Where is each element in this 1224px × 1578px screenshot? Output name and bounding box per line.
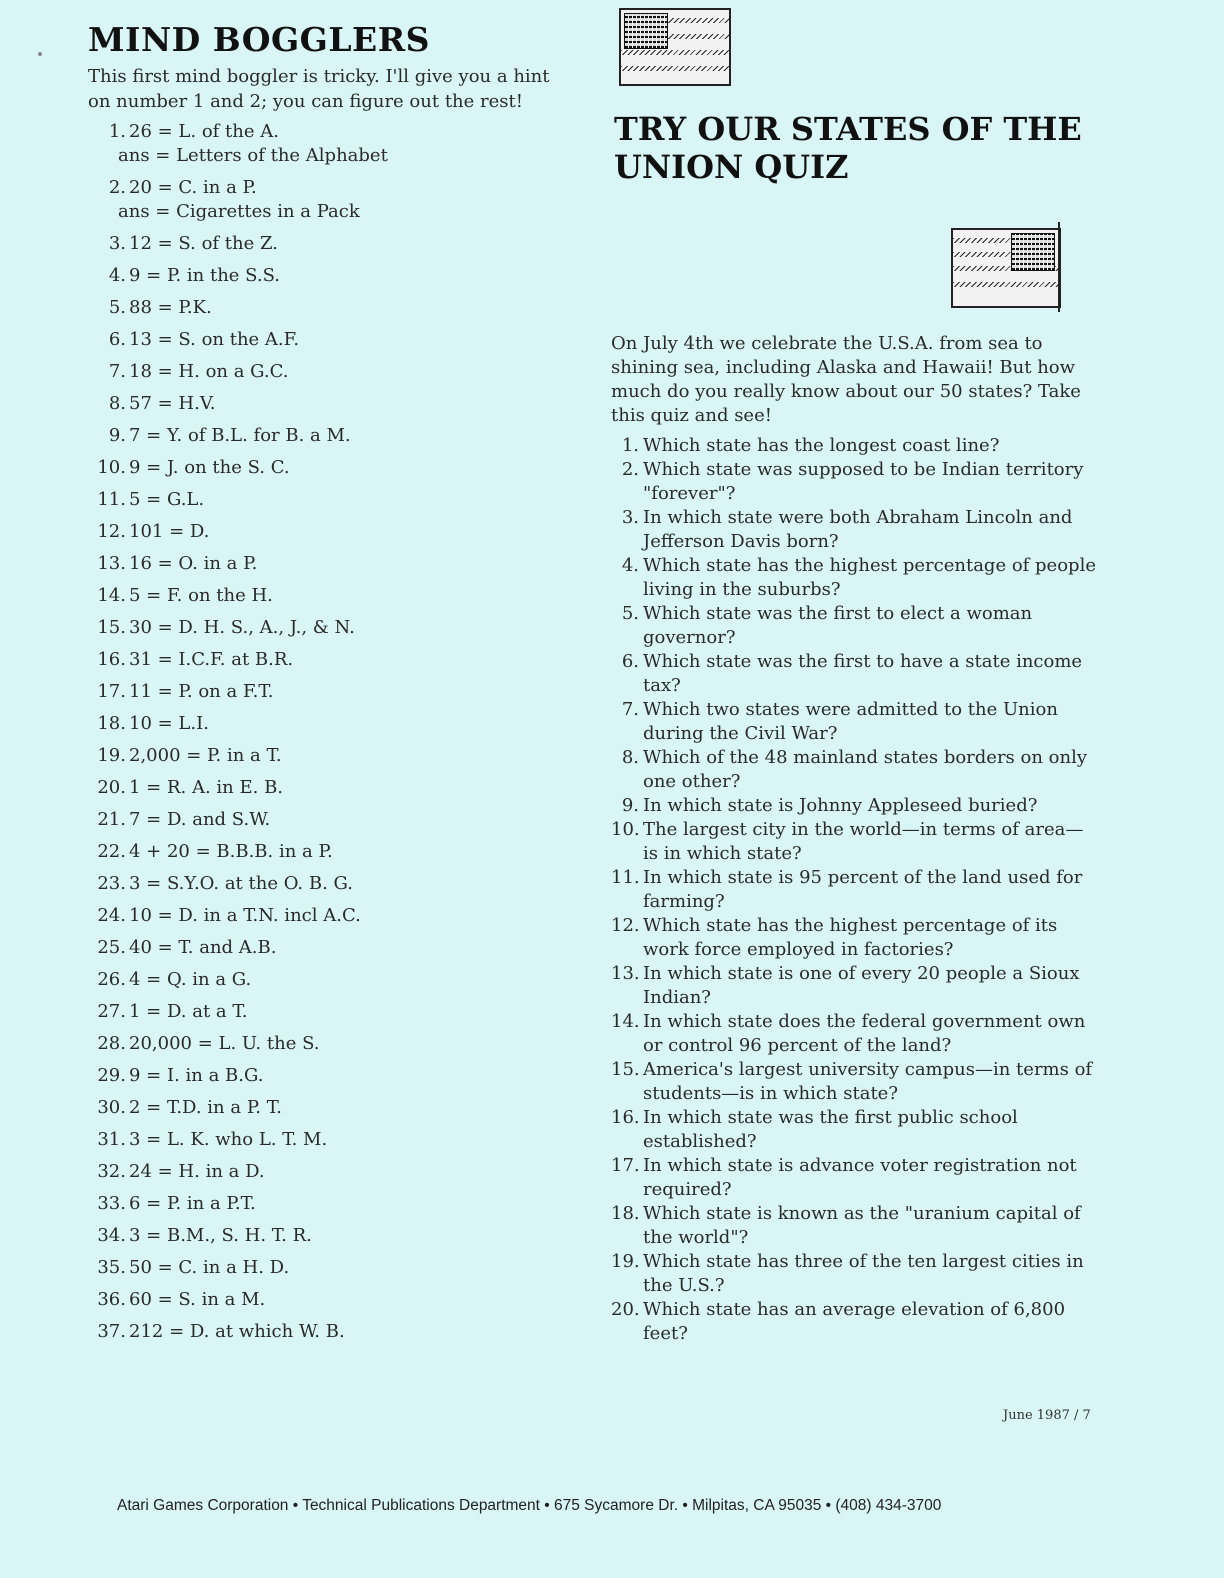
boggler-item [88, 1160, 558, 1192]
boggler-item [88, 1096, 558, 1128]
boggler-item [88, 904, 558, 936]
flag-illustration-small [951, 228, 1061, 308]
quiz-question [611, 746, 1096, 794]
boggler-clue: 3 = S.Y.O. at the O. B. G. [129, 873, 353, 894]
boggler-item [88, 264, 558, 296]
mind-bogglers-intro: This first mind boggler is tricky. I'll give you a hint on number 1 and 2; you can figure out the rest! [88, 66, 550, 112]
boggler-number: 25. [97, 937, 126, 958]
boggler-item [88, 808, 558, 840]
boggler-clue: 101 = D. [129, 521, 210, 542]
boggler-item [88, 936, 558, 968]
boggler-clue: 4 + 20 = B.B.B. in a P. [129, 841, 333, 862]
quiz-question-number: 18. [611, 1203, 640, 1224]
boggler-number: 36. [97, 1289, 126, 1310]
boggler-number: 16. [97, 649, 126, 670]
boggler-clue: 88 = P.K. [129, 297, 212, 318]
quiz-question-text: In which state is Johnny Appleseed buried? [643, 795, 1038, 816]
boggler-number: 34. [97, 1225, 126, 1246]
boggler-clue: 3 = L. K. who L. T. M. [129, 1129, 328, 1150]
quiz-question [611, 1250, 1096, 1298]
boggler-clue: 24 = H. in a D. [129, 1161, 265, 1182]
quiz-question-number: 20. [611, 1299, 640, 1320]
quiz-question [611, 1010, 1096, 1058]
boggler-clue: 7 = D. and S.W. [129, 809, 271, 830]
quiz-question-number: 9. [621, 795, 639, 816]
quiz-question [611, 794, 1096, 818]
boggler-clue: 5 = G.L. [129, 489, 205, 510]
boggler-number: 3. [108, 233, 126, 254]
flag-pole [1058, 222, 1060, 312]
quiz-question-text: America's largest university campus—in terms of students—is in which state? [643, 1059, 1093, 1104]
quiz-question [611, 866, 1096, 914]
quiz-question [611, 458, 1096, 506]
boggler-item [88, 176, 558, 232]
boggler-item [88, 1064, 558, 1096]
quiz-question-text: In which state does the federal government own or control 96 percent of the land? [643, 1011, 1086, 1056]
quiz-question [611, 1058, 1096, 1106]
boggler-clue: 20,000 = L. U. the S. [129, 1033, 320, 1054]
quiz-question-text: In which state is one of every 20 people a Sioux Indian? [643, 963, 1080, 1008]
boggler-item [88, 968, 558, 1000]
quiz-question-number: 13. [611, 963, 640, 984]
flag-illustration-top [619, 8, 731, 86]
boggler-item [88, 840, 558, 872]
boggler-number: 14. [97, 585, 126, 606]
quiz-question-text: In which state is 95 percent of the land used for farming? [643, 867, 1083, 912]
boggler-number: 4. [108, 265, 126, 286]
quiz-question-number: 6. [621, 651, 639, 672]
boggler-number: 11. [97, 489, 126, 510]
boggler-answer-hint: ans = Cigarettes in a Pack [118, 201, 360, 222]
boggler-number: 21. [97, 809, 126, 830]
boggler-number: 26. [97, 969, 126, 990]
boggler-number: 27. [97, 1001, 126, 1022]
boggler-clue: 5 = F. on the H. [129, 585, 273, 606]
quiz-question [611, 554, 1096, 602]
quiz-question-text: In which state was the first public school established? [643, 1107, 1018, 1152]
quiz-question-text: The largest city in the world—in terms of area—is in which state? [643, 819, 1084, 864]
quiz-question-number: 3. [621, 507, 639, 528]
boggler-number: 31. [97, 1129, 126, 1150]
boggler-clue: 9 = J. on the S. C. [129, 457, 290, 478]
quiz-question-number: 11. [611, 867, 640, 888]
quiz-question [611, 962, 1096, 1010]
boggler-clue: 13 = S. on the A.F. [129, 329, 300, 350]
quiz-question [611, 602, 1096, 650]
boggler-item [88, 1000, 558, 1032]
quiz-question [611, 1154, 1096, 1202]
boggler-item [88, 488, 558, 520]
boggler-number: 35. [97, 1257, 126, 1278]
boggler-clue: 3 = B.M., S. H. T. R. [129, 1225, 312, 1246]
boggler-clue: 31 = I.C.F. at B.R. [129, 649, 294, 670]
quiz-question-text: Which state is known as the "uranium capital of the world"? [643, 1203, 1081, 1248]
page-speck [38, 52, 42, 56]
boggler-clue: 26 = L. of the A. [129, 121, 279, 142]
boggler-number: 5. [108, 297, 126, 318]
boggler-item [88, 328, 558, 360]
mind-bogglers-title: MIND BOGGLERS [88, 20, 430, 59]
quiz-question [611, 506, 1096, 554]
quiz-question-number: 4. [621, 555, 639, 576]
boggler-clue: 11 = P. on a F.T. [129, 681, 274, 702]
boggler-number: 9. [108, 425, 126, 446]
boggler-item [88, 552, 558, 584]
quiz-question [611, 914, 1096, 962]
boggler-item [88, 1256, 558, 1288]
boggler-number: 17. [97, 681, 126, 702]
quiz-question-text: Which of the 48 mainland states borders on only one other? [643, 747, 1088, 792]
boggler-clue: 6 = P. in a P.T. [129, 1193, 256, 1214]
quiz-question [611, 818, 1096, 866]
boggler-number: 10. [97, 457, 126, 478]
boggler-number: 37. [97, 1321, 126, 1342]
boggler-item [88, 456, 558, 488]
boggler-item [88, 1192, 558, 1224]
boggler-item [88, 232, 558, 264]
boggler-number: 1. [108, 121, 126, 142]
boggler-clue: 2,000 = P. in a T. [129, 745, 282, 766]
boggler-clue: 212 = D. at which W. B. [129, 1321, 345, 1342]
quiz-question-number: 14. [611, 1011, 640, 1032]
boggler-clue: 20 = C. in a P. [129, 177, 257, 198]
boggler-number: 13. [97, 553, 126, 574]
boggler-item [88, 680, 558, 712]
boggler-clue: 12 = S. of the Z. [129, 233, 278, 254]
boggler-number: 2. [108, 177, 126, 198]
quiz-question-text: Which state has the highest percentage of its work force employed in factories? [643, 915, 1058, 960]
boggler-clue: 9 = I. in a B.G. [129, 1065, 264, 1086]
page-number: June 1987 / 7 [1003, 1408, 1091, 1423]
boggler-number: 12. [97, 521, 126, 542]
boggler-item [88, 872, 558, 904]
boggler-number: 19. [97, 745, 126, 766]
boggler-number: 23. [97, 873, 126, 894]
quiz-question-number: 2. [621, 459, 639, 480]
boggler-item [88, 1128, 558, 1160]
mind-bogglers-list [88, 120, 558, 1352]
boggler-number: 24. [97, 905, 126, 926]
quiz-question-number: 10. [611, 819, 640, 840]
boggler-number: 20. [97, 777, 126, 798]
quiz-question [611, 1298, 1096, 1346]
boggler-item [88, 520, 558, 552]
quiz-question [611, 698, 1096, 746]
boggler-item [88, 360, 558, 392]
boggler-clue: 60 = S. in a M. [129, 1289, 266, 1310]
quiz-question-number: 8. [621, 747, 639, 768]
quiz-question-number: 17. [611, 1155, 640, 1176]
boggler-number: 30. [97, 1097, 126, 1118]
quiz-question-text: Which state has the longest coast line? [643, 435, 1000, 456]
quiz-question [611, 434, 1096, 458]
boggler-clue: 1 = R. A. in E. B. [129, 777, 284, 798]
boggler-clue: 18 = H. on a G.C. [129, 361, 289, 382]
quiz-question-text: Which state has three of the ten largest cities in the U.S.? [643, 1251, 1084, 1296]
boggler-item [88, 712, 558, 744]
footer-address: Atari Games Corporation • Technical Publications Department • 675 Sycamore Dr. • Milpitas, CA 95035 • (408) 434-3700 [117, 1497, 942, 1514]
boggler-number: 8. [108, 393, 126, 414]
boggler-item [88, 296, 558, 328]
states-quiz-list [611, 434, 1096, 1346]
boggler-item [88, 392, 558, 424]
boggler-item [88, 744, 558, 776]
quiz-question-number: 1. [621, 435, 639, 456]
boggler-item [88, 120, 558, 176]
boggler-clue: 2 = T.D. in a P. T. [129, 1097, 282, 1118]
quiz-question [611, 650, 1096, 698]
boggler-item [88, 616, 558, 648]
boggler-clue: 1 = D. at a T. [129, 1001, 248, 1022]
boggler-item [88, 1224, 558, 1256]
boggler-number: 15. [97, 617, 126, 638]
boggler-clue: 50 = C. in a H. D. [129, 1257, 290, 1278]
boggler-clue: 10 = D. in a T.N. incl A.C. [129, 905, 361, 926]
boggler-number: 33. [97, 1193, 126, 1214]
boggler-clue: 4 = Q. in a G. [129, 969, 252, 990]
boggler-number: 28. [97, 1033, 126, 1054]
boggler-item [88, 776, 558, 808]
quiz-question-number: 5. [621, 603, 639, 624]
states-quiz-title: TRY OUR STATES OF THE UNION QUIZ [614, 110, 1082, 186]
quiz-question-text: Which state has an average elevation of 6,800 feet? [643, 1299, 1066, 1344]
boggler-number: 22. [97, 841, 126, 862]
quiz-question-text: Which state was supposed to be Indian territory "forever"? [643, 459, 1084, 504]
boggler-number: 7. [108, 361, 126, 382]
boggler-clue: 7 = Y. of B.L. for B. a M. [129, 425, 351, 446]
boggler-clue: 30 = D. H. S., A., J., & N. [129, 617, 355, 638]
states-quiz-intro: On July 4th we celebrate the U.S.A. from sea to shining sea, including Alaska and Hawaii! But how much do you really know about our 50 states? Take this quiz and see! [611, 333, 1081, 426]
quiz-question-text: Which state was the first to have a state income tax? [643, 651, 1083, 696]
quiz-question [611, 1106, 1096, 1154]
boggler-clue: 57 = H.V. [129, 393, 216, 414]
quiz-question-text: Which state has the highest percentage of people living in the suburbs? [643, 555, 1096, 600]
boggler-item [88, 1032, 558, 1064]
boggler-number: 6. [108, 329, 126, 350]
boggler-item [88, 584, 558, 616]
quiz-question-text: In which state is advance voter registration not required? [643, 1155, 1077, 1200]
quiz-question-number: 19. [611, 1251, 640, 1272]
quiz-question-number: 16. [611, 1107, 640, 1128]
boggler-clue: 9 = P. in the S.S. [129, 265, 280, 286]
boggler-number: 29. [97, 1065, 126, 1086]
quiz-question [611, 1202, 1096, 1250]
quiz-question-number: 7. [621, 699, 639, 720]
quiz-question-text: In which state were both Abraham Lincoln and Jefferson Davis born? [643, 507, 1073, 552]
quiz-question-text: Which two states were admitted to the Union during the Civil War? [643, 699, 1058, 744]
boggler-item [88, 648, 558, 680]
boggler-number: 18. [97, 713, 126, 734]
boggler-item [88, 1320, 558, 1352]
boggler-answer-hint: ans = Letters of the Alphabet [118, 145, 388, 166]
boggler-number: 32. [97, 1161, 126, 1182]
boggler-item [88, 1288, 558, 1320]
boggler-item [88, 424, 558, 456]
boggler-clue: 10 = L.I. [129, 713, 209, 734]
quiz-question-number: 15. [611, 1059, 640, 1080]
quiz-question-text: Which state was the first to elect a woman governor? [643, 603, 1033, 648]
boggler-clue: 16 = O. in a P. [129, 553, 258, 574]
boggler-clue: 40 = T. and A.B. [129, 937, 277, 958]
quiz-question-number: 12. [611, 915, 640, 936]
